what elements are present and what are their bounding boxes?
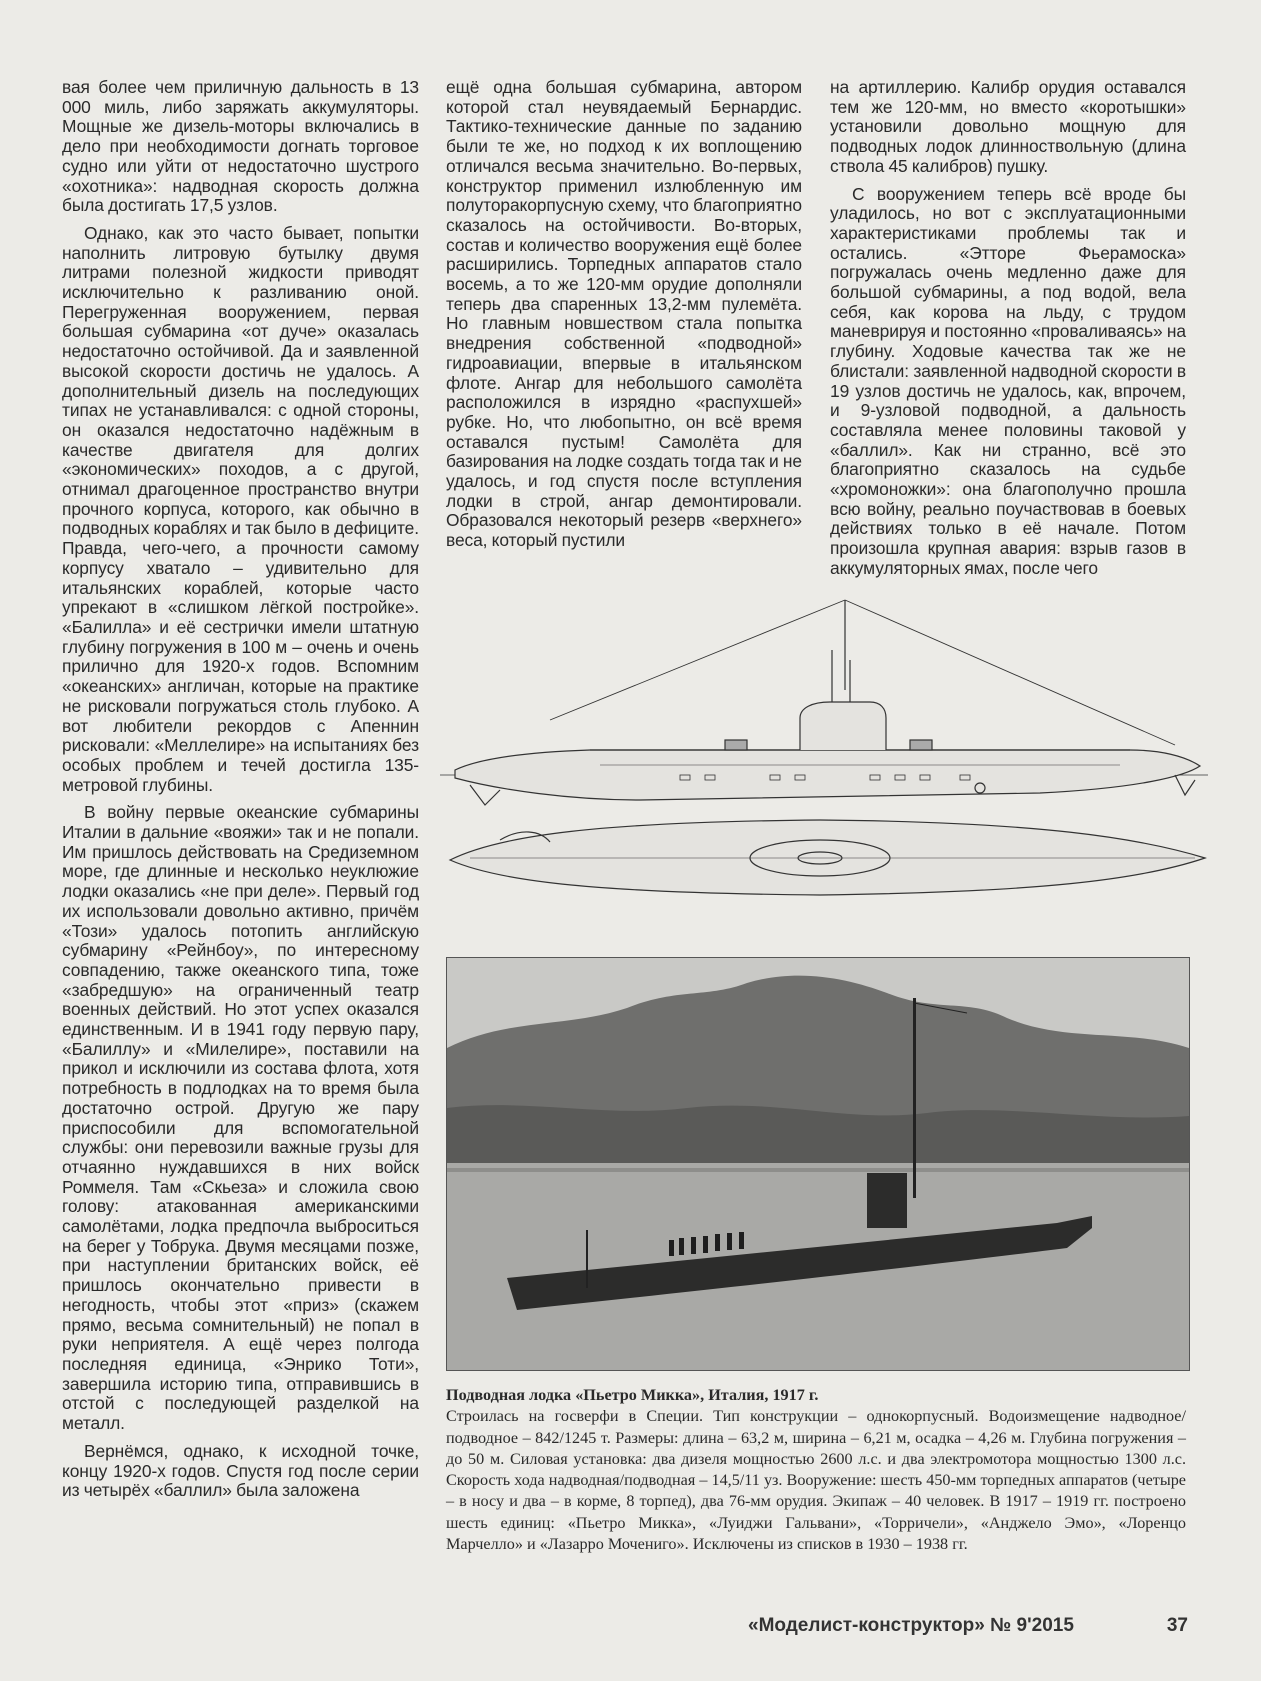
paragraph: ещё одна большая субмарина, автором которой стал неувядаемый Бернардис. Тактико-технические данные по заданию были те же, но подход к их воплощению отличался весьма значительно. Во-первых, конструктор применил излюбленную им полуторакорпусную схему, что благоприятно сказалось на остойчивости. Во-вторых, состав и количество вооружения ещё более расширились. Торпедных аппаратов стало восемь, а то же 120-мм орудие дополняли теперь два спаренных 13,2-мм пулемёта. Но главным новшеством стала попытка внедрения собственной «подводной» гидроавиации, впервые в итальянском флоте. Ангар для небольшого самолёта расположился в изрядно «распухшей» рубке. Но, что любопытно, он всё время оставался пустым! Самолёта для базирования на лодке создать тогда так и не удалось, и год спустя после вступления лодки в строй, ангар демонтировали. Образовался некоторый резерв «верхнего» веса, который пустили xyxy=(446,77,802,551)
paragraph: Однако, как это часто бывает, попытки наполнить литровую бутылку двумя литрами полезной жидкости приводят исключительно к разливанию оной. Перегруженная вооружением, первая большая субмарина «от дуче» оказалась недостаточно остойчивой. Да и заявленной высокой скорости достичь не удалось. А дополнительный дизель на последующих типах не устанавливался: с одной стороны, он оказался недостаточно надёжным в качестве двигателя для долгих «экономических» походов, а с другой, отнимал драгоценное пространство внутри прочного корпуса, которого, как обычно в подводных кораблях и так было в дефиците. Правда, чего-чего, а прочности самому корпусу хватало – удивительно для итальянских кораблей, которые часто упрекают в «слишком лёгкой постройке». «Балилла» и её сестрички имели штатную глубину погружения в 100 м – очень и очень прилично для 1920-х годов. Вспомним «океанских» англичан, которые на практике не рисковали погружаться столь глубоко. А вот любители рекордов с Апеннин рисковали: «Меллелире» на испытаниях без особых проблем и течей достигла 135-метровой глубины. xyxy=(62,222,419,795)
paragraph: Вернёмся, однако, к исходной точке, концу 1920-х годов. Спустя год после серии из четырёх «баллил» была заложена xyxy=(62,1440,419,1501)
paragraph: С вооружением теперь всё вроде бы уладилось, но вот с эксплуатационными характеристиками проблемы так и остались. «Этторе Фьерамоска» погружалась очень медленно даже для большой субмарины, а под водой, вела себя, как корова на льду, с трудом маневрируя и постоянно «проваливаясь» на глубину. Ходовые качества так же не блистали: заявленной надводной скорости в 19 узлов достичь не удалось, как, впрочем, и 9-узловой подводной, а дальность составляла менее половины таковой у «баллил». Как ни странно, всё это благоприятно сказалось на судьбе «хромоножки»: она благополучно прошла всю войну, реально поучаствовав в боевых действиях только в её начале. Потом произошла крупная авария: взрыв газов в аккумуляторных ямах, после чего xyxy=(830,183,1186,578)
paragraph: на артиллерию. Калибр орудия оставался тем же 120-мм, но вместо «коротышки» установили довольно мощную для подводных лодок длинноствольную (длина ствола 45 калибров) пушку. xyxy=(830,77,1186,176)
paragraph: В войну первые океанские субмарины Италии в дальние «вояжи» так и не попали. Им пришлось действовать на Средиземном море, где длинные и несколько неуклюжие лодки оказались «не при деле». Первый год их использовали довольно активно, причём «Този» удалось потопить английскую субмарину «Рейнбоу», по интересному совпадению, также океанского типа, тоже «забредшую» на ограниченный театр военных действий. Но этот успех оказался единственным. И в 1941 году первую пару, «Балиллу» и «Милелире», поставили на прикол и исключили из состава флота, хотя потребность в подлодках на то время была достаточно острой. Другую же пару приспособили для вспомогательной службы: они перевозили важные грузы для отчаянно нуждавшихся в них войск Роммеля. Там «Скьеза» и сложила свою голову: атакованная американскими самолётами, лодка предпочла выброситься на берег у Тобрука. Двумя месяцами позже, при наступлении британских войск, её пришлось окончательно привести в негодность, чтобы этот «приз» (скажем прямо, весьма сомнительный) не попал в руки неприятеля. А ещё через полгода последняя единица, «Энрико Тоти», завершила историю типа, отправившись в отстой с последующей разделкой на металл. xyxy=(62,802,419,1434)
page-number: 37 xyxy=(1166,1615,1188,1636)
caption-body: Строилась на госверфи в Специи. Тип конструкции – однокорпусный. Водоизмещение надводное/подводное – 842/1245 т. Размеры: длина – 63,2 м, ширина – 6,21 м, осадка – 4,26 м. Глубина погружения – до 50 м. Силовая установка: два дизеля мощностью 2600 л.с. и два электромотора мощностью 1300 л.с. Скорость хода надводная/подводная – 14,5/11 уз. Вооружение: шесть 450-мм торпедных аппаратов (четыре – в носу и два – в корме, 8 торпед), два 76-мм орудия. Экипаж – 40 человек. В 1917 – 1919 гг. построено шесть единиц: «Пьетро Микка», «Луиджи Гальвани», «Торричели», «Анджело Эмо», «Лоренцо Марчелло» и «Лазарро Мочениго». Исключены из списков в 1930 – 1938 гг. xyxy=(446,1407,1186,1554)
submarine-drawing xyxy=(440,590,1210,950)
submarine-photo xyxy=(446,957,1190,1371)
paragraph: вая более чем приличную дальность в 13 000 миль, либо заряжать аккумуляторы. Мощные же дизель-моторы включались в дело при необходимости догнать торговое судно или уйти от недостаточно шустрого «охотника»: надводная скорость должна была достигать 17,5 узлов. xyxy=(62,77,419,216)
magazine-title: «Моделист-конструктор» № 9'2015 xyxy=(748,1615,1074,1636)
side-view xyxy=(440,600,1208,805)
text-column-3 xyxy=(830,78,1186,579)
text-column-2 xyxy=(446,78,802,551)
caption-title: Подводная лодка «Пьетро Микка», Италия, 1917 г. xyxy=(446,1386,819,1404)
text-column-1 xyxy=(62,78,419,1501)
photo-caption xyxy=(446,1385,1186,1555)
top-view xyxy=(450,820,1205,895)
